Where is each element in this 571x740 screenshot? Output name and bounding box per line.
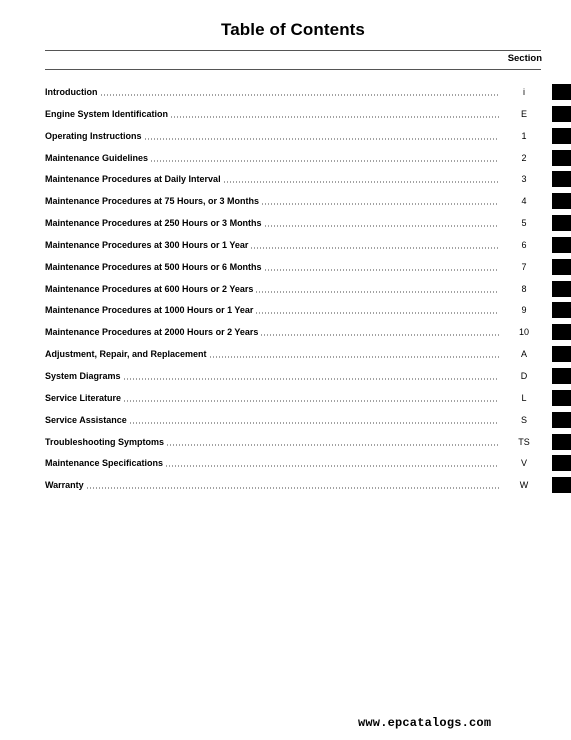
toc-entry-section: S [520, 414, 527, 425]
section-thumb-tab[interactable] [552, 150, 571, 166]
toc-entry-title[interactable]: Engine System Identification [45, 108, 169, 119]
toc-entry[interactable] [45, 240, 541, 262]
dot-leader [166, 438, 499, 446]
toc-entry-title[interactable]: Maintenance Guidelines [45, 152, 149, 163]
toc-entry[interactable] [45, 131, 541, 153]
toc-entry-title[interactable]: Maintenance Specifications [45, 458, 164, 469]
toc-entry-title[interactable]: Operating Instructions [45, 130, 142, 141]
toc-entry-title[interactable]: Introduction [45, 87, 98, 97]
toc-entry[interactable] [45, 305, 541, 327]
toc-entry[interactable] [45, 153, 541, 175]
section-thumb-tab[interactable] [552, 477, 571, 493]
toc-entry[interactable] [45, 87, 541, 109]
section-thumb-tab[interactable] [552, 324, 571, 340]
toc-entry-section: 10 [518, 327, 529, 338]
dot-leader [86, 481, 499, 489]
dot-leader [223, 175, 499, 183]
dot-leader [255, 306, 499, 314]
toc-entry-section: L [521, 392, 527, 403]
section-tab-strip [552, 84, 571, 499]
toc-entry-section: 2 [521, 152, 527, 163]
toc-entry-title[interactable]: System Diagrams [45, 370, 121, 381]
toc-entry[interactable] [45, 458, 541, 480]
toc-entry-section: 8 [521, 283, 527, 294]
toc-entry-section: A [520, 349, 527, 360]
section-thumb-tab[interactable] [552, 237, 571, 253]
toc-entry-title[interactable]: Service Assistance [45, 414, 127, 425]
toc-entry-section: 4 [521, 196, 527, 207]
toc-entry-title[interactable]: Maintenance Procedures at 600 Hours or 2 Years [45, 283, 254, 294]
toc-entry-title[interactable]: Maintenance Procedures at Daily Interval [45, 174, 221, 185]
section-thumb-tab[interactable] [552, 193, 571, 209]
toc-entry[interactable] [45, 327, 541, 349]
section-thumb-tab[interactable] [552, 215, 571, 231]
toc-entry-title[interactable]: Warranty [45, 480, 84, 491]
toc-entry-title[interactable]: Maintenance Procedures at 75 Hours, or 3 Months [45, 196, 260, 207]
section-thumb-tab[interactable] [552, 390, 571, 406]
section-thumb-tab[interactable] [552, 259, 571, 275]
section-thumb-tab[interactable] [552, 368, 571, 384]
toc-entry-section: 1 [521, 130, 527, 141]
toc-entry-section: 7 [521, 261, 527, 272]
toc-entry-title[interactable]: Maintenance Procedures at 500 Hours or 6 Months [45, 261, 262, 272]
toc-entry-section: i [523, 87, 525, 97]
toc-entry-title[interactable]: Maintenance Procedures at 2000 Hours or 2 Years [45, 327, 259, 338]
header-divider [45, 69, 541, 70]
footer-url[interactable]: www.epcatalogs.com [358, 716, 492, 730]
section-thumb-tab[interactable] [552, 455, 571, 471]
toc-entry[interactable] [45, 196, 541, 218]
toc-entry-title[interactable]: Adjustment, Repair, and Replacement [45, 349, 207, 360]
dot-leader [260, 328, 499, 336]
toc-entry-title[interactable]: Maintenance Procedures at 300 Hours or 1 Year [45, 239, 249, 250]
toc-entry-title[interactable]: Service Literature [45, 392, 122, 403]
toc-entry[interactable] [45, 349, 541, 371]
section-thumb-tab[interactable] [552, 84, 571, 100]
toc-entry-section: 5 [521, 218, 527, 229]
toc-entry-section: TS [518, 436, 530, 447]
dot-leader [264, 219, 499, 227]
toc-entry-section: E [520, 108, 527, 119]
dot-leader [144, 132, 499, 140]
toc-entry-section: W [519, 480, 529, 491]
section-thumb-tab[interactable] [552, 412, 571, 428]
toc-entry[interactable] [45, 284, 541, 306]
toc-entry-title[interactable]: Maintenance Procedures at 1000 Hours or 1 Year [45, 305, 254, 316]
toc-entry-section: 3 [521, 174, 527, 185]
dot-leader [255, 285, 499, 293]
dot-leader [170, 110, 499, 118]
toc-entry-section: 6 [521, 239, 527, 250]
toc-entry-section: V [520, 458, 527, 469]
dot-leader [100, 88, 500, 96]
section-thumb-tab[interactable] [552, 128, 571, 144]
section-thumb-tab[interactable] [552, 302, 571, 318]
toc-entry[interactable] [45, 174, 541, 196]
section-thumb-tab[interactable] [552, 434, 571, 450]
dot-leader [261, 197, 499, 205]
toc-entry[interactable] [45, 262, 541, 284]
dot-leader [250, 241, 499, 249]
dot-leader [209, 350, 499, 358]
section-column-header: Section [507, 53, 542, 64]
section-thumb-tab[interactable] [552, 281, 571, 297]
toc-entry[interactable] [45, 218, 541, 240]
toc-entry[interactable] [45, 109, 541, 131]
dot-leader [264, 263, 499, 271]
section-thumb-tab[interactable] [552, 346, 571, 362]
toc-entry-section: D [520, 370, 528, 381]
toc-entry-title[interactable]: Maintenance Procedures at 250 Hours or 3 Months [45, 218, 262, 229]
toc-entry[interactable] [45, 415, 541, 437]
dot-leader [123, 394, 499, 402]
toc-entry[interactable] [45, 393, 541, 415]
dot-leader [123, 372, 499, 380]
dot-leader [129, 416, 499, 424]
section-thumb-tab[interactable] [552, 171, 571, 187]
toc-list [45, 87, 541, 502]
toc-entry[interactable] [45, 371, 541, 393]
section-thumb-tab[interactable] [552, 106, 571, 122]
dot-leader [165, 459, 499, 467]
title-divider [45, 50, 541, 51]
toc-entry[interactable] [45, 437, 541, 459]
toc-entry-section: 9 [521, 305, 527, 316]
toc-entry[interactable] [45, 480, 541, 502]
dot-leader [150, 154, 499, 162]
toc-entry-title[interactable]: Troubleshooting Symptoms [45, 436, 165, 447]
page-title: Table of Contents [221, 20, 365, 39]
